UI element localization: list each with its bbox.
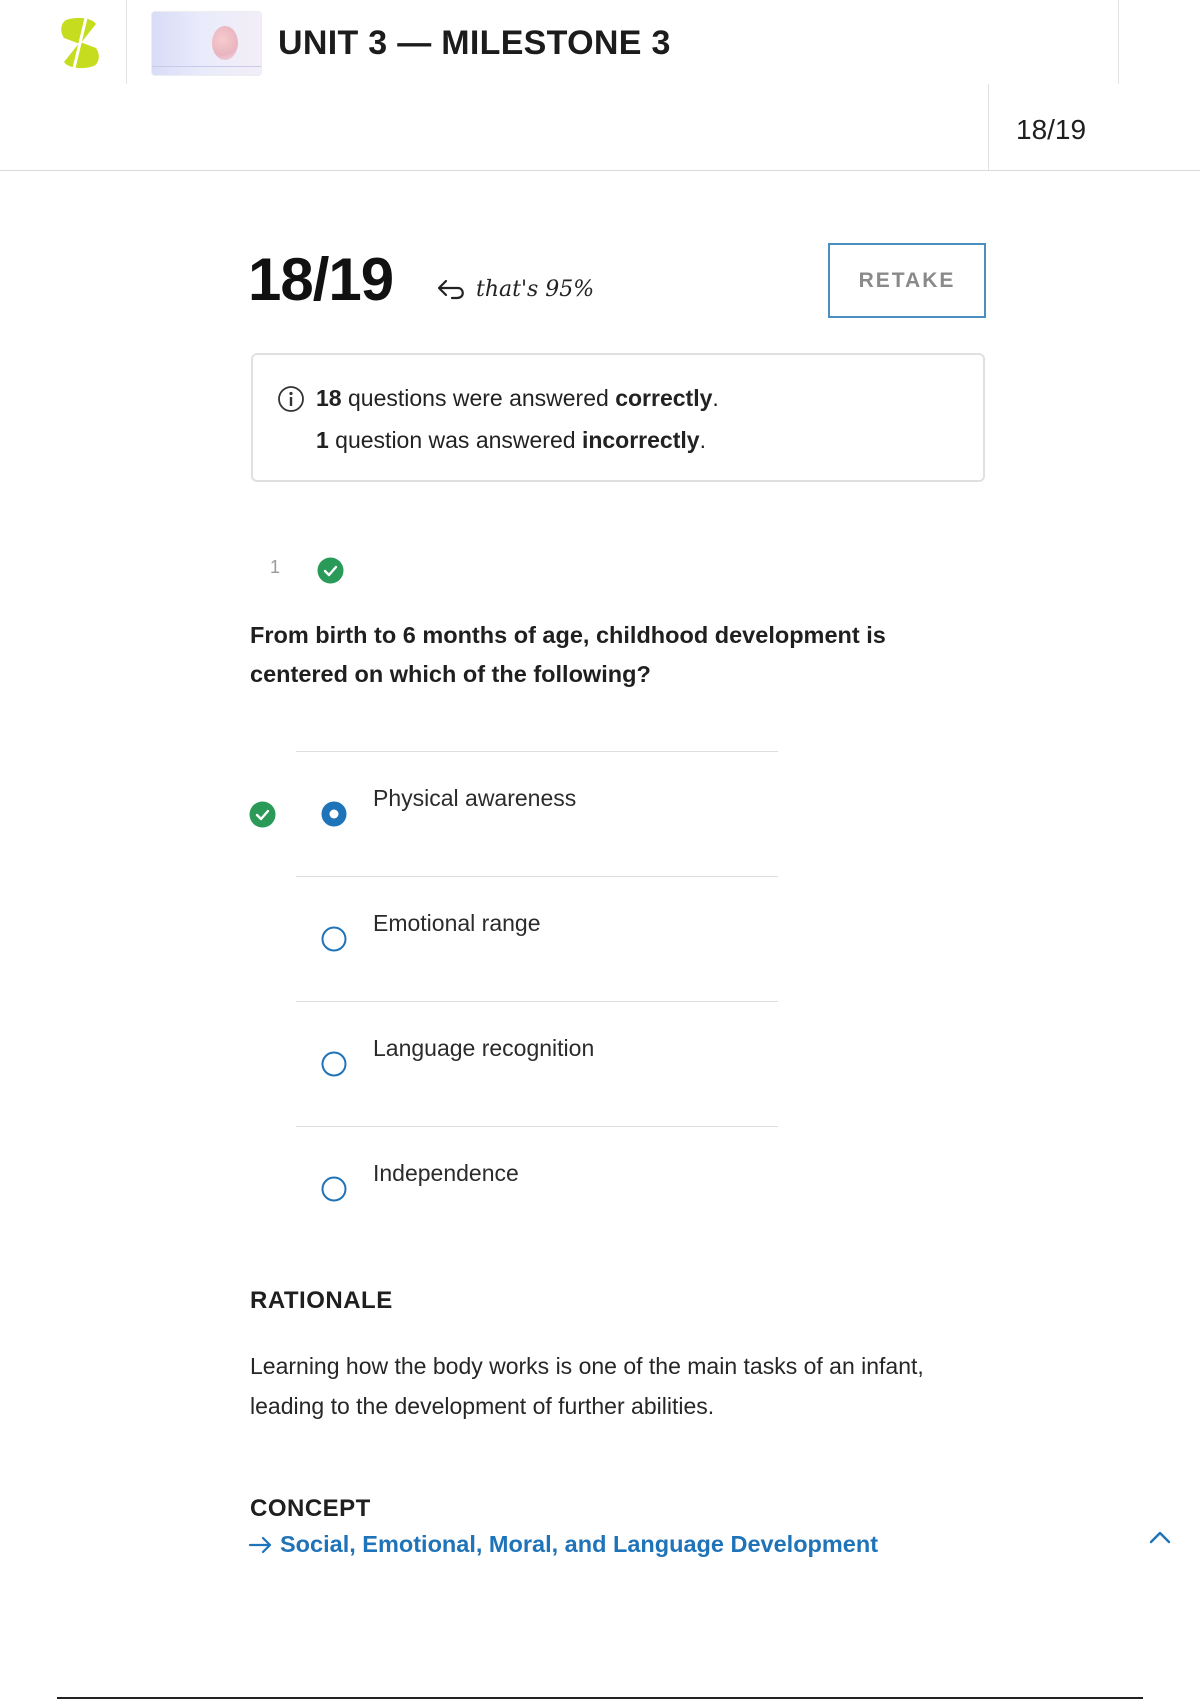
brain-illustration	[212, 26, 238, 60]
answer-options	[296, 751, 778, 1251]
check-circle-icon	[317, 557, 344, 584]
radio-icon[interactable]	[321, 926, 347, 952]
summary-text: questions were answered	[341, 385, 616, 411]
radio-icon[interactable]	[321, 1176, 347, 1202]
concept-link-text: Social, Emotional, Moral, and Language Development	[280, 1531, 879, 1557]
answer-option[interactable]	[296, 1001, 778, 1126]
option-label: Independence	[373, 1160, 519, 1186]
question-text: From birth to 6 months of age, childhood development is centered on which of the following?	[250, 622, 886, 687]
summary-text: .	[712, 385, 719, 411]
answer-option[interactable]	[296, 751, 778, 876]
answer-option[interactable]	[296, 876, 778, 1001]
radio-selected-icon[interactable]	[321, 801, 347, 827]
option-label: Physical awareness	[373, 785, 577, 811]
score: 18/19	[248, 246, 394, 313]
thumbnail-line	[152, 66, 261, 67]
summary-incorrect	[316, 427, 706, 454]
concept-link[interactable]	[248, 1531, 878, 1558]
answer-option[interactable]	[296, 1126, 778, 1251]
page-title: UNIT 3 — MILESTONE 3	[278, 24, 671, 62]
concept-heading: CONCEPT	[250, 1495, 371, 1522]
rationale-heading: RATIONALE	[250, 1287, 393, 1314]
progress-bar	[0, 84, 1200, 171]
chevron-up-icon[interactable]	[1145, 1525, 1175, 1549]
check-circle-icon	[249, 801, 276, 828]
summary-text: question was answered	[328, 427, 582, 453]
rationale-text: Learning how the body works is one of the main tasks of an infant, leading to the development of further abilities.	[250, 1353, 924, 1419]
summary-strong: correctly	[615, 385, 713, 411]
summary-text: .	[699, 427, 706, 453]
undo-arrow-icon	[436, 276, 468, 302]
retake-button[interactable]: RETAKE	[828, 243, 986, 318]
divider	[1118, 0, 1119, 84]
radio-icon[interactable]	[321, 1051, 347, 1077]
divider	[126, 0, 127, 84]
summary-correct	[316, 385, 719, 412]
top-bar	[0, 0, 1200, 84]
progress-count: 18/19	[1016, 114, 1087, 145]
divider	[988, 84, 989, 170]
summary-strong: incorrectly	[581, 427, 700, 453]
logo-icon[interactable]	[56, 16, 104, 70]
percent-text: that's 95%	[476, 276, 595, 302]
percent-note	[436, 276, 594, 302]
incorrect-count: 1	[316, 427, 329, 453]
divider	[57, 1697, 1143, 1699]
option-label: Language recognition	[373, 1035, 595, 1061]
unit-thumbnail	[151, 11, 262, 76]
arrow-right-icon	[248, 1535, 274, 1555]
option-label: Emotional range	[373, 910, 541, 936]
question-number: 1	[270, 557, 281, 577]
correct-count: 18	[316, 385, 342, 411]
info-icon	[277, 385, 305, 413]
results-summary	[251, 353, 985, 482]
